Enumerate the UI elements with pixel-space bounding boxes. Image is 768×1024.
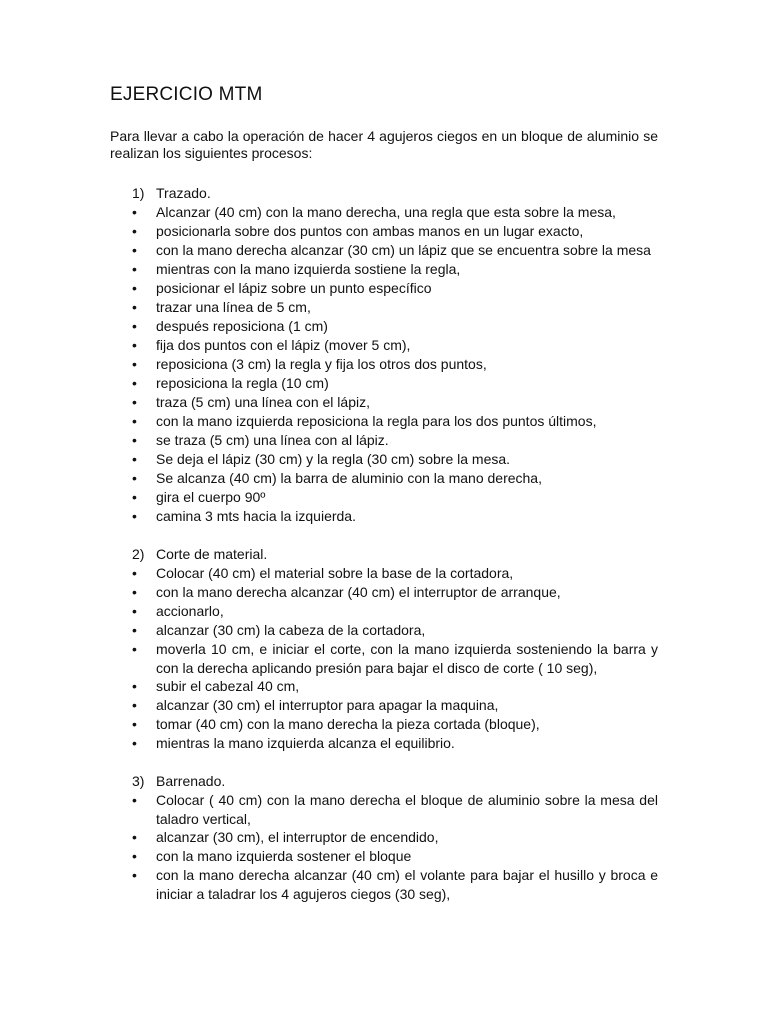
list-item: [110, 431, 658, 450]
list-item-text: trazar una línea de 5 cm,: [156, 299, 311, 315]
list-item-text: alcanzar (30 cm) el interruptor para apagar la maquina,: [156, 697, 499, 713]
list-item-text: posicionarla sobre dos puntos con ambas manos en un lugar exacto,: [156, 223, 584, 239]
section-heading: [110, 772, 658, 791]
list-item: [110, 734, 658, 753]
list-item-text: posicionar el lápiz sobre un punto específico: [156, 280, 432, 296]
list-item-text: Alcanzar (40 cm) con la mano derecha, una regla que esta sobre la mesa,: [156, 204, 616, 220]
list-item: [110, 203, 658, 222]
bullet-icon: •: [132, 489, 137, 505]
bullet-icon: •: [132, 697, 137, 713]
bullet-icon: •: [132, 223, 137, 239]
list-item: [110, 847, 658, 866]
list-item-text: reposiciona (3 cm) la regla y fija los otros dos puntos,: [156, 356, 487, 372]
list-item-text: gira el cuerpo 90º: [156, 489, 266, 505]
section-heading-text: Barrenado.: [156, 773, 226, 789]
bullet-icon: •: [132, 735, 137, 751]
bullet-icon: •: [132, 829, 137, 845]
document-page: [110, 84, 658, 922]
bullet-icon: •: [132, 641, 137, 657]
bullet-icon: •: [132, 470, 137, 486]
list-item-text: Colocar ( 40 cm) con la mano derecha el bloque de aluminio sobre la mesa del taladro vertical,: [156, 792, 658, 827]
list-item: [110, 374, 658, 393]
step-list: [110, 564, 658, 753]
bullet-icon: •: [132, 318, 137, 334]
bullet-icon: •: [132, 584, 137, 600]
list-item: [110, 564, 658, 583]
bullet-icon: •: [132, 394, 137, 410]
list-item: [110, 298, 658, 317]
bullet-icon: •: [132, 565, 137, 581]
bullet-icon: •: [132, 299, 137, 315]
list-item: [110, 393, 658, 412]
bullet-icon: •: [132, 716, 137, 732]
section-heading: [110, 545, 658, 564]
list-item-text: reposiciona la regla (10 cm): [156, 375, 329, 391]
list-item: [110, 791, 658, 828]
list-item: [110, 828, 658, 847]
list-item-text: Se alcanza (40 cm) la barra de aluminio con la mano derecha,: [156, 470, 542, 486]
bullet-icon: •: [132, 603, 137, 619]
list-item-text: camina 3 mts hacia la izquierda.: [156, 508, 356, 524]
list-item-text: con la mano derecha alcanzar (40 cm) el interruptor de arranque,: [156, 584, 561, 600]
bullet-icon: •: [132, 678, 137, 694]
list-item: [110, 450, 658, 469]
list-item: [110, 715, 658, 734]
sections-container: [110, 184, 658, 903]
list-item-text: fija dos puntos con el lápiz (mover 5 cm),: [156, 337, 411, 353]
list-item-text: con la mano izquierda reposiciona la regla para los dos puntos últimos,: [156, 413, 597, 429]
section-heading-text: Corte de material.: [156, 546, 268, 562]
list-item: [110, 412, 658, 431]
list-item-text: traza (5 cm) una línea con el lápiz,: [156, 394, 370, 410]
section-heading-text: Trazado.: [156, 185, 211, 201]
list-item: [110, 677, 658, 696]
section-number: 3): [132, 773, 145, 789]
bullet-icon: •: [132, 356, 137, 372]
bullet-icon: •: [132, 451, 137, 467]
list-item: [110, 696, 658, 715]
bullet-icon: •: [132, 375, 137, 391]
list-item: [110, 583, 658, 602]
bullet-icon: •: [132, 432, 137, 448]
list-item-text: accionarlo,: [156, 603, 224, 619]
bullet-icon: •: [132, 337, 137, 353]
list-item: [110, 640, 658, 677]
list-item: [110, 317, 658, 336]
list-item: [110, 488, 658, 507]
list-item-text: con la mano derecha alcanzar (40 cm) el volante para bajar el husillo y broca e iniciar a taladrar los 4 agujeros ciegos (30 seg),: [156, 867, 658, 902]
bullet-icon: •: [132, 622, 137, 638]
step-list: [110, 203, 658, 526]
section: [110, 545, 658, 753]
list-item: [110, 621, 658, 640]
document-title: EJERCICIO MTM: [110, 84, 263, 105]
section-heading: [110, 184, 658, 203]
bullet-icon: •: [132, 261, 137, 277]
list-item: [110, 866, 658, 903]
bullet-icon: •: [132, 242, 137, 258]
list-item-text: Colocar (40 cm) el material sobre la base de la cortadora,: [156, 565, 514, 581]
bullet-icon: •: [132, 792, 137, 808]
list-item-text: tomar (40 cm) con la mano derecha la pieza cortada (bloque),: [156, 716, 540, 732]
intro-paragraph: Para llevar a cabo la operación de hacer 4 agujeros ciegos en un bloque de aluminio se realizan los siguientes procesos:: [110, 128, 658, 161]
section-number: 1): [132, 185, 145, 201]
list-item-text: Se deja el lápiz (30 cm) y la regla (30 cm) sobre la mesa.: [156, 451, 511, 467]
list-item-text: con la mano izquierda sostener el bloque: [156, 848, 412, 864]
list-item: [110, 260, 658, 279]
list-item-text: mientras la mano izquierda alcanza el equilibrio.: [156, 735, 455, 751]
bullet-icon: •: [132, 413, 137, 429]
section-number: 2): [132, 546, 145, 562]
bullet-icon: •: [132, 280, 137, 296]
list-item-text: se traza (5 cm) una línea con al lápiz.: [156, 432, 389, 448]
bullet-icon: •: [132, 508, 137, 524]
list-item: [110, 507, 658, 526]
bullet-icon: •: [132, 867, 137, 883]
list-item-text: con la mano derecha alcanzar (30 cm) un lápiz que se encuentra sobre la mesa: [156, 242, 651, 258]
list-item: [110, 241, 658, 260]
list-item: [110, 279, 658, 298]
section: [110, 184, 658, 526]
list-item-text: alcanzar (30 cm) la cabeza de la cortadora,: [156, 622, 426, 638]
list-item-text: mientras con la mano izquierda sostiene la regla,: [156, 261, 461, 277]
bullet-icon: •: [132, 204, 137, 220]
step-list: [110, 791, 658, 903]
section: [110, 772, 658, 903]
bullet-icon: •: [132, 848, 137, 864]
list-item: [110, 336, 658, 355]
list-item-text: alcanzar (30 cm), el interruptor de encendido,: [156, 829, 439, 845]
list-item-text: después reposiciona (1 cm): [156, 318, 328, 334]
list-item-text: subir el cabezal 40 cm,: [156, 678, 300, 694]
list-item: [110, 222, 658, 241]
list-item: [110, 355, 658, 374]
list-item: [110, 469, 658, 488]
list-item-text: moverla 10 cm, e iniciar el corte, con la mano izquierda sosteniendo la barra y con la derecha aplicando presión para bajar el disco de corte ( 10 seg),: [156, 641, 658, 676]
list-item: [110, 602, 658, 621]
